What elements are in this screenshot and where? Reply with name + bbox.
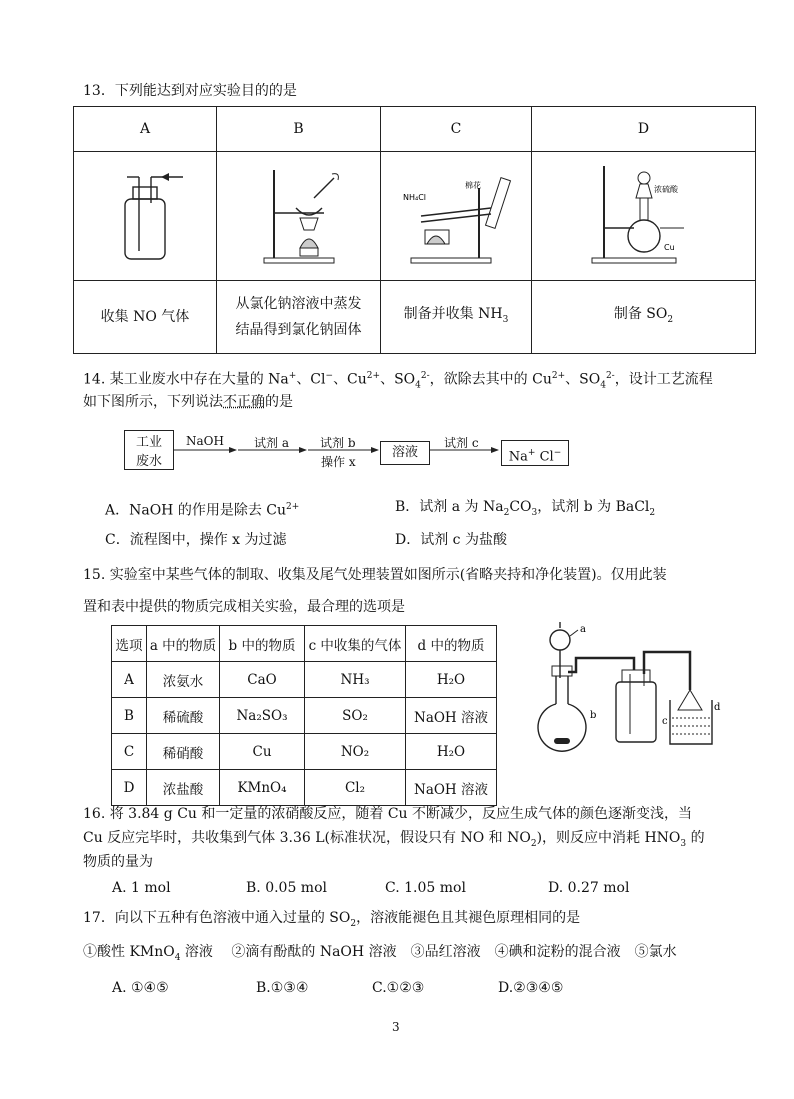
- flow-label-c: 试剂 c: [444, 436, 479, 450]
- q14-option-a: [105, 497, 299, 521]
- table-cell: 稀硝酸: [147, 734, 220, 770]
- q17-line1-pre: 17．向以下五种有色溶液中通入过量的 SO: [83, 910, 351, 926]
- q14-option-a-text: A．NaOH 的作用是除去 Cu: [105, 502, 287, 519]
- q14-option-c: C．流程图中，操作 x 为过滤: [105, 532, 287, 548]
- q17-line1: [83, 908, 580, 934]
- table-cell: A: [112, 662, 147, 698]
- label-c: c: [662, 716, 668, 727]
- flow-box-wastewater-l2: 废水: [135, 454, 162, 469]
- cl-ion: 、Cl: [296, 371, 326, 388]
- q17-option-a: A. ①④⑤: [112, 980, 169, 996]
- q13-caption-d: [532, 281, 756, 354]
- q16-line2-sub1: 2: [530, 838, 537, 849]
- q17-option-b: B.①③④: [256, 980, 309, 996]
- q13-caption-b: [217, 281, 381, 354]
- label-d: d: [714, 702, 721, 713]
- q16-option-d: D. 0.27 mol: [548, 880, 630, 896]
- q13-header-a: A: [74, 107, 217, 152]
- q14-stem-line2: [83, 392, 293, 412]
- so4-sub: 4: [415, 380, 421, 391]
- q13-caption-c: [381, 281, 532, 354]
- so4b-sub: 4: [600, 380, 606, 391]
- q13-figure-c: [381, 152, 532, 281]
- flow-box-solution: 溶液: [380, 441, 430, 465]
- q14-stem2-pre: 如下图所示，下列说法: [83, 394, 223, 410]
- so4b-ion: 、SO: [565, 371, 601, 388]
- cu-ion: 、Cu: [333, 371, 367, 388]
- q13-header-c: C: [381, 107, 532, 152]
- evaporation-figure: [234, 158, 364, 270]
- q16-line2-mid: )，则反应中消耗 HNO: [536, 830, 681, 846]
- q16-line2-post: 的: [686, 830, 705, 846]
- q13-figure-d: [532, 152, 756, 281]
- table-cell: B: [112, 698, 147, 734]
- q14-stem-rest: ，欲除去其中的 Cu: [429, 371, 552, 388]
- q13-stem: 13．下列能达到对应实验目的的是: [83, 83, 297, 99]
- q17-line2-pre: ①酸性 KMnO: [83, 944, 175, 960]
- table-row: [112, 698, 497, 734]
- q16-line2-sub2: 3: [680, 838, 687, 849]
- q13-caption-d-text: 制备 SO: [613, 306, 668, 323]
- product-cl: Cl: [535, 449, 554, 465]
- table-row: [112, 662, 497, 698]
- q13-header-d: D: [532, 107, 756, 152]
- q14-option-b-pre: B．试剂 a 为 Na: [395, 499, 504, 515]
- q16-option-a: A. 1 mol: [112, 880, 171, 896]
- table-cell: Cu: [220, 734, 305, 770]
- q13-caption-d-sub: 2: [667, 314, 674, 325]
- flow-box-wastewater-l1: 工业: [135, 435, 162, 450]
- q16-line2-pre: Cu 反应完毕时，共收集到气体 3.36 L(标准状况，假设只有 NO 和 NO: [83, 830, 531, 846]
- q14-option-b-sub2: 3: [531, 507, 538, 518]
- cu2-sup: 2+: [551, 371, 566, 381]
- c-label-nh4cl: NH₄Cl: [403, 193, 427, 202]
- table-cell: CaO: [220, 662, 305, 698]
- table-cell: 浓盐酸: [147, 770, 220, 806]
- q15-header-c: c 中收集的气体: [305, 626, 406, 662]
- nh3-prep-figure: [391, 158, 521, 270]
- q15-header-option: 选项: [112, 626, 147, 662]
- table-cell: C: [112, 734, 147, 770]
- flow-label-a: 试剂 a: [254, 436, 289, 450]
- page-number: 3: [392, 1020, 400, 1034]
- q14-option-b-post: ，试剂 b 为 BaCl: [537, 499, 650, 515]
- label-b: b: [590, 710, 597, 721]
- q17-line2: [83, 942, 677, 968]
- table-cell: NH₃: [305, 662, 406, 698]
- q13-figure-a: [74, 152, 217, 281]
- table-cell: NaOH 溶液: [406, 698, 497, 734]
- table-cell: SO₂: [305, 698, 406, 734]
- q16-line1: 16. 将 3.84 g Cu 和一定量的浓硝酸反应，随着 Cu 不断减少，反应生成气体的颜色逐渐变浅，当: [83, 806, 693, 822]
- q14-stem-end: ，设计工艺流程: [614, 371, 713, 388]
- q17-line1-post: ，溶液能褪色且其褪色原理相同的是: [356, 910, 581, 926]
- q16-option-c: C. 1.05 mol: [385, 880, 466, 896]
- cu-sup: 2+: [366, 371, 381, 381]
- table-cell: D: [112, 770, 147, 806]
- q16-line3: 物质的量为: [83, 854, 153, 870]
- table-cell: H₂O: [406, 662, 497, 698]
- q13-caption-b-line2: 结晶得到氯化钠固体: [235, 322, 362, 338]
- table-row: [112, 734, 497, 770]
- cl-sup: −: [325, 371, 334, 381]
- q15-header-b: b 中的物质: [220, 626, 305, 662]
- q14-option-b: [395, 497, 655, 523]
- table-cell: Na₂SO₃: [220, 698, 305, 734]
- q13-caption-b-line1: 从氯化钠溶液中蒸发: [235, 296, 362, 312]
- label-a: a: [580, 624, 586, 635]
- q13-header-b: B: [217, 107, 381, 152]
- flow-label-x: 操作 x: [321, 455, 356, 469]
- q17-line1-sub: 2: [350, 918, 357, 929]
- q13-caption-a: 收集 NO 气体: [74, 281, 217, 354]
- d-label-acid: 浓硫酸: [653, 185, 678, 194]
- product-na-sup: +: [527, 448, 536, 458]
- table-cell: NO₂: [305, 734, 406, 770]
- table-cell: KMnO₄: [220, 770, 305, 806]
- so4-ion: 、SO: [380, 371, 416, 388]
- flow-label-naoh: NaOH: [186, 434, 224, 448]
- q15-stem-line1: 15. 实验室中某些气体的制取、收集及尾气处理装置如图所示(省略夹持和净化装置)。仅用此装: [83, 567, 667, 583]
- q15-stem-line2: 置和表中提供的物质完成相关实验，最合理的选项是: [83, 599, 405, 615]
- q14-stem2-post: 的是: [265, 394, 293, 410]
- q17-line2-post: 溶液 ②滴有酚酞的 NaOH 溶液 ③品红溶液 ④碘和淀粉的混合液 ⑤氯水: [180, 944, 677, 960]
- gas-bottle-figure: [85, 159, 205, 269]
- q14-option-a-sup: 2+: [286, 502, 300, 512]
- so4b-sup: 2-: [605, 371, 615, 381]
- table-cell: NaOH 溶液: [406, 770, 497, 806]
- table-row: [112, 770, 497, 806]
- q16-option-b: B. 0.05 mol: [246, 880, 327, 896]
- q14-option-b-sub1: 2: [503, 507, 510, 518]
- q15-table: [111, 625, 497, 806]
- q17-option-c: C.①②③: [372, 980, 425, 996]
- d-label-cu: Cu: [663, 243, 675, 252]
- q16-line2: [83, 828, 705, 854]
- table-cell: 浓氨水: [147, 662, 220, 698]
- q13-caption-c-text: 制备并收集 NH: [403, 306, 503, 323]
- q14-option-d: D．试剂 c 为盐酸: [395, 532, 507, 548]
- na-sup: +: [288, 371, 297, 381]
- flow-label-b: 试剂 b: [320, 436, 356, 450]
- table-cell: H₂O: [406, 734, 497, 770]
- product-cl-sup: −: [553, 448, 562, 458]
- q17-option-d: D.②③④⑤: [498, 980, 564, 996]
- q15-header-d: d 中的物质: [406, 626, 497, 662]
- q14-option-b-mid: CO: [509, 499, 532, 515]
- q14-stem-pre: 14. 某工业废水中存在大量的 Na: [83, 371, 289, 388]
- q14-option-b-sub3: 2: [649, 507, 656, 518]
- q13-table: [73, 106, 756, 354]
- q15-header-a: a 中的物质: [147, 626, 220, 662]
- so4-sup: 2-: [420, 371, 430, 381]
- table-cell: Cl₂: [305, 770, 406, 806]
- q13-figure-b: [217, 152, 381, 281]
- flow-box-product: [501, 440, 569, 466]
- table-cell: 稀硫酸: [147, 698, 220, 734]
- product-na: Na: [508, 449, 528, 465]
- c-label-cotton: 棉花: [465, 181, 481, 190]
- q13-caption-c-sub: 3: [502, 314, 509, 325]
- q17-line2-sub: 4: [174, 952, 181, 963]
- flow-box-wastewater: [124, 430, 174, 470]
- so2-prep-figure: [574, 158, 714, 270]
- q14-stem2-emphasis: 不正确: [223, 394, 265, 410]
- q15-apparatus-figure: [528, 618, 728, 758]
